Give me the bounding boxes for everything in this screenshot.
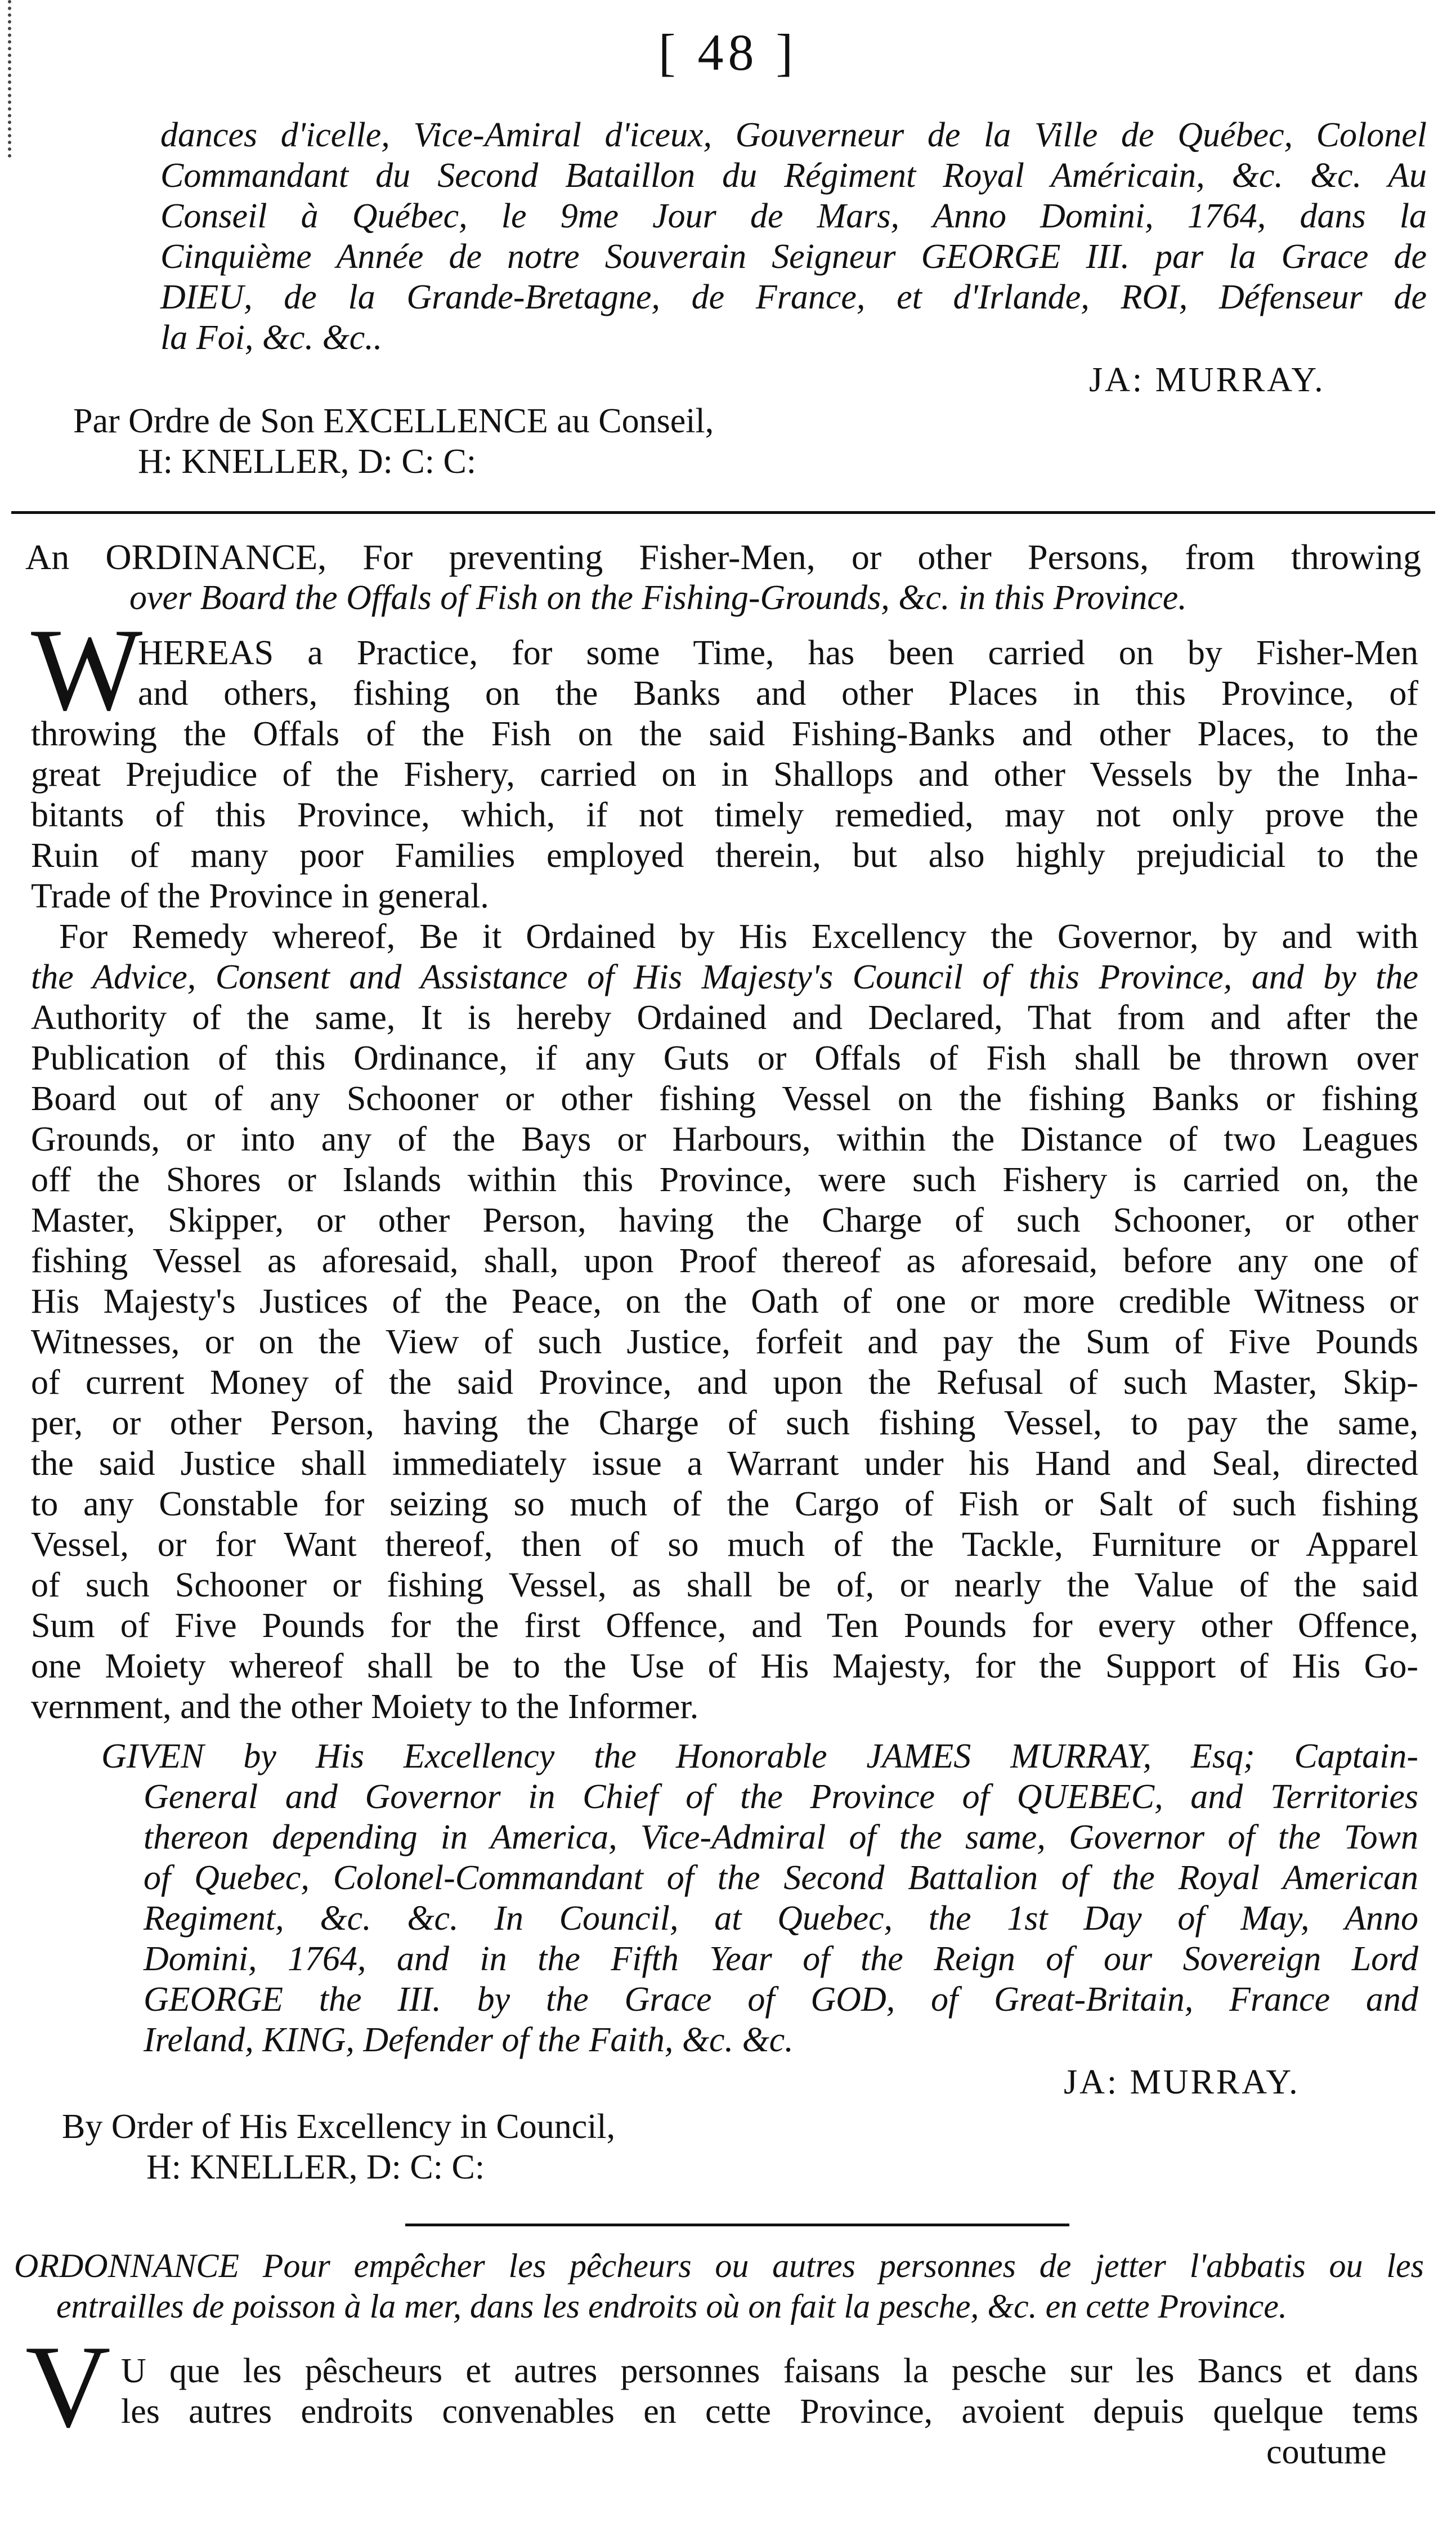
text-line: and others, fishing on the Banks and other Places in this Province, of xyxy=(138,674,1418,713)
text-line: la Foi, &c. &c.. xyxy=(160,319,383,357)
text-line: one Moiety whereof shall be to the Use of His Majesty, for the Support of His Go- xyxy=(31,1647,1418,1685)
text-line: throwing the Offals of the Fish on the said Fishing-Banks and other Places, to the xyxy=(31,715,1418,753)
text-line: fishing Vessel as aforesaid, shall, upon Proof thereof as aforesaid, before any one of xyxy=(31,1242,1418,1280)
signature: JA: MURRAY. xyxy=(1064,2063,1300,2101)
clerk-line: H: KNELLER, D: C: C: xyxy=(146,2148,485,2186)
text-line: the Advice, Consent and Assistance of His Majesty's Council of this Province, and by the xyxy=(31,958,1418,996)
text-line: HEREAS a Practice, for some Time, has been carried on by Fisher-Men xyxy=(138,634,1418,672)
given-line: GIVEN by His Excellency the Honorable JAMES MURRAY, Esq; Captain- xyxy=(101,1737,1418,1775)
drop-cap: W xyxy=(31,605,143,735)
text-line: per, or other Person, having the Charge of such fishing Vessel, to pay the same, xyxy=(31,1404,1418,1442)
text-line: the said Justice shall immediately issue a Warrant under his Hand and Seal, directed xyxy=(31,1444,1418,1483)
given-line: GEORGE the III. by the Grace of GOD, of Great-Britain, France and xyxy=(144,1980,1418,2019)
text-line: Grounds, or into any of the Bays or Harbours, within the Distance of two Leagues xyxy=(31,1120,1418,1158)
ordinance-title: entrailles de poisson à la mer, dans les endroits où on fait la pesche, &c. en cette Province. xyxy=(56,2288,1287,2325)
text-line: Ruin of many poor Families employed therein, but also highly prejudicial to the xyxy=(31,836,1418,875)
catchword: coutume xyxy=(1266,2433,1387,2471)
ordinance-title: over Board the Offals of Fish on the Fishing-Grounds, &c. in this Province. xyxy=(129,579,1187,617)
given-line: Regiment, &c. &c. In Council, at Quebec, the 1st Day of May, Anno xyxy=(144,1899,1418,1938)
ordinance-title: ORDONNANCE Pour empêcher les pêcheurs ou autres personnes de jetter l'abbatis ou les xyxy=(14,2247,1424,2284)
text-line: U que les pêscheurs et autres personnes faisans la pesche sur les Bancs et dans xyxy=(121,2352,1418,2390)
text-line: les autres endroits convenables en cette Province, avoient depuis quelque tems xyxy=(121,2392,1418,2431)
text-line: Authority of the same, It is hereby Ordained and Declared, That from and after the xyxy=(31,999,1418,1037)
text-line: Conseil à Québec, le 9me Jour de Mars, Anno Domini, 1764, dans la xyxy=(160,197,1427,235)
order-line: Par Ordre de Son EXCELLENCE au Conseil, xyxy=(73,402,714,440)
clerk-line: H: KNELLER, D: C: C: xyxy=(138,442,477,481)
given-line: of Quebec, Colonel-Commandant of the Second Battalion of the Royal American xyxy=(144,1859,1418,1897)
text-line: Board out of any Schooner or other fishing Vessel on the fishing Banks or fishing xyxy=(31,1080,1418,1118)
text-line: off the Shores or Islands within this Province, were such Fishery is carried on, the xyxy=(31,1161,1418,1199)
order-line: By Order of His Excellency in Council, xyxy=(62,2108,616,2146)
text-line: bitants of this Province, which, if not timely remedied, may not only prove the xyxy=(31,796,1418,834)
signature: JA: MURRAY. xyxy=(1089,361,1325,399)
given-line: General and Governor in Chief of the Province of QUEBEC, and Territories xyxy=(144,1778,1418,1816)
given-line: Domini, 1764, and in the Fifth Year of the Reign of our Sovereign Lord xyxy=(144,1940,1418,1978)
text-line: vernment, and the other Moiety to the Informer. xyxy=(31,1688,699,1726)
text-line: His Majesty's Justices of the Peace, on the Oath of one or more credible Witness or xyxy=(31,1282,1418,1321)
text-line: Master, Skipper, or other Person, having the Charge of such Schooner, or other xyxy=(31,1201,1418,1240)
page-number: [ 48 ] xyxy=(658,24,798,81)
drop-cap: V xyxy=(25,2321,111,2452)
text-line: Cinquième Année de notre Souverain Seigneur GEORGE III. par la Grace de xyxy=(160,238,1427,276)
ordinance-title: An ORDINANCE, For preventing Fisher-Men, or other Persons, from throwing xyxy=(25,537,1421,577)
section-rule xyxy=(405,2224,1069,2226)
text-line: Witnesses, or on the View of such Justice, forfeit and pay the Sum of Five Pounds xyxy=(31,1323,1418,1361)
text-line: dances d'icelle, Vice-Amiral d'iceux, Gouverneur de la Ville de Québec, Colonel xyxy=(160,116,1427,154)
given-line: thereon depending in America, Vice-Admiral of the same, Governor of the Town xyxy=(144,1818,1418,1856)
text-line: DIEU, de la Grande-Bretagne, de France, et d'Irlande, ROI, Défenseur de xyxy=(160,278,1427,316)
text-line: Sum of Five Pounds for the first Offence, and Ten Pounds for every other Offence, xyxy=(31,1607,1418,1645)
section-rule xyxy=(11,511,1435,514)
text-line: of such Schooner or fishing Vessel, as shall be of, or nearly the Value of the said xyxy=(31,1566,1418,1604)
given-line: Ireland, KING, Defender of the Faith, &c. &c. xyxy=(144,2021,794,2059)
text-line: to any Constable for seizing so much of the Cargo of Fish or Salt of such fishing xyxy=(31,1485,1418,1523)
text-line: great Prejudice of the Fishery, carried on in Shallops and other Vessels by the Inha- xyxy=(31,755,1418,794)
text-line: of current Money of the said Province, and upon the Refusal of such Master, Skip- xyxy=(31,1363,1418,1402)
text-line: Vessel, or for Want thereof, then of so much of the Tackle, Furniture or Apparel xyxy=(31,1526,1418,1564)
text-line: Commandant du Second Bataillon du Régiment Royal Américain, &c. &c. Au xyxy=(160,156,1427,195)
text-line: Trade of the Province in general. xyxy=(31,877,489,915)
text-line: Publication of this Ordinance, if any Guts or Offals of Fish shall be thrown over xyxy=(31,1039,1418,1077)
text-line: For Remedy whereof, Be it Ordained by His Excellency the Governor, by and with xyxy=(59,918,1418,956)
